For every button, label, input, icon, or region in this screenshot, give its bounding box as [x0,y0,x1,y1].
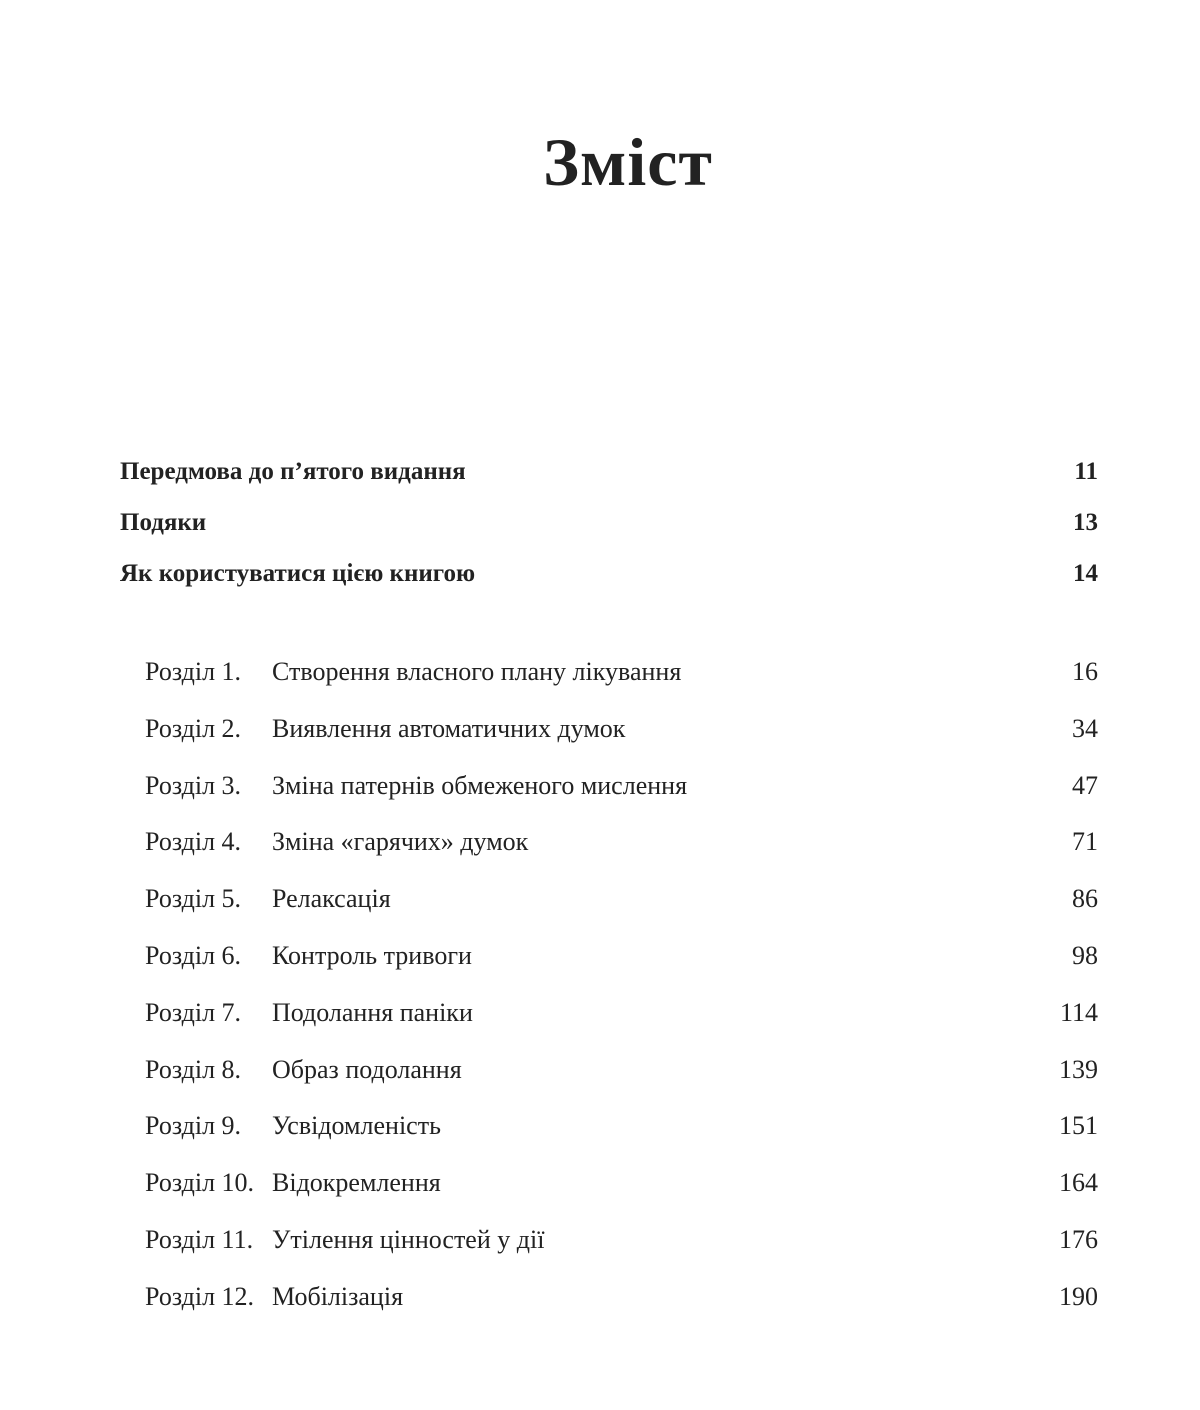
chapter-entry[interactable] [145,1282,1098,1339]
chapter-title: Контроль тривоги [272,940,472,970]
page-title: Зміст [543,124,713,200]
chapter-entry[interactable] [145,1168,1098,1225]
chapter-entry[interactable] [145,1055,1098,1112]
chapter-page: 176 [1059,1224,1098,1254]
chapter-label: Розділ 11. [145,1224,254,1254]
chapter-label: Розділ 4. [145,827,242,857]
toc-entry[interactable] [120,560,1098,611]
chapter-page: 190 [1059,1281,1098,1311]
toc-entry[interactable] [120,509,1098,560]
chapter-title: Образ подолання [272,1054,462,1084]
chapter-title: Релаксація [272,884,391,914]
toc-entry-title: Подяки [120,509,207,536]
chapter-title: Зміна патернів обмеженого мислення [272,770,688,800]
chapter-entry[interactable] [145,714,1098,771]
chapter-entry[interactable] [145,1111,1098,1168]
chapter-entry[interactable] [145,941,1098,998]
chapter-list [145,657,1098,1339]
chapter-label: Розділ 5. [145,884,242,914]
chapter-label: Розділ 12. [145,1281,255,1311]
chapter-page: 71 [1072,827,1098,857]
chapter-page: 139 [1059,1054,1098,1084]
chapter-title: Зміна «гарячих» думок [272,827,529,857]
toc-entry-page: 13 [1073,509,1098,536]
chapter-label: Розділ 8. [145,1054,242,1084]
chapter-page: 151 [1059,1111,1098,1141]
chapter-title: Усвідомленість [272,1111,441,1141]
chapter-label: Розділ 7. [145,997,242,1027]
chapter-label: Розділ 10. [145,1168,255,1198]
chapter-page: 16 [1072,657,1098,686]
chapter-title: Утілення цінностей у дії [272,1224,545,1254]
toc-entry-page: 11 [1074,458,1098,485]
toc-entry[interactable] [120,458,1098,509]
chapter-label: Розділ 3. [145,770,242,800]
chapter-entry[interactable] [145,827,1098,884]
chapter-title: Створення власного плану лікування [272,657,682,686]
toc-entry-title: Як користуватися цією книгою [120,560,476,587]
chapter-label: Розділ 2. [145,713,242,743]
chapter-title: Подолання паніки [272,997,473,1027]
chapter-title: Мобілізація [272,1281,404,1311]
chapter-label: Розділ 1. [145,657,242,686]
chapter-page: 47 [1072,770,1098,800]
chapter-page: 114 [1059,997,1098,1027]
toc-entry-title: Передмова до п’ятого видання [120,458,466,485]
chapter-title: Відокремлення [272,1168,441,1198]
chapter-entry[interactable] [145,771,1098,828]
chapter-label: Розділ 9. [145,1111,242,1141]
chapter-page: 34 [1072,713,1098,743]
front-matter-list [120,458,1098,611]
chapter-entry[interactable] [145,657,1098,714]
chapter-page: 86 [1072,884,1098,914]
chapter-page: 164 [1059,1168,1098,1198]
chapter-entry[interactable] [145,1225,1098,1282]
chapter-page: 98 [1072,940,1098,970]
toc-entry-page: 14 [1073,560,1098,587]
chapter-entry[interactable] [145,998,1098,1055]
chapter-label: Розділ 6. [145,940,242,970]
chapter-entry[interactable] [145,884,1098,941]
chapter-title: Виявлення автоматичних думок [272,713,626,743]
